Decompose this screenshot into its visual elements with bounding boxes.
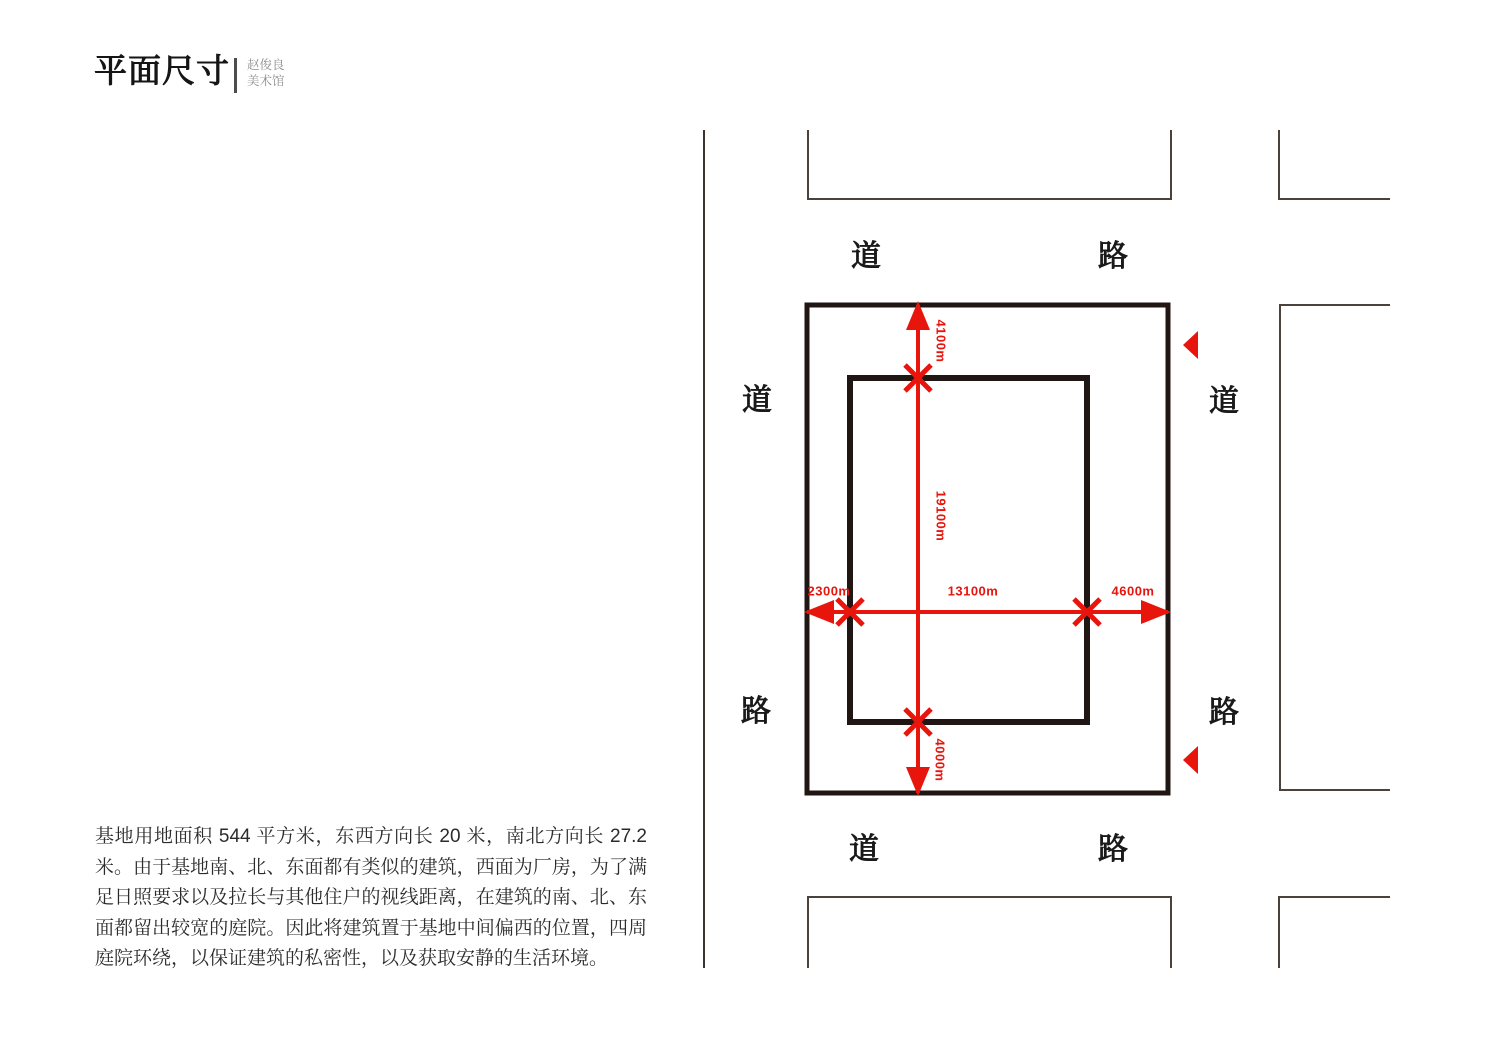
dim-label-west-setback: 2300m <box>807 583 851 599</box>
author-name: 赵俊良 <box>247 58 285 72</box>
dim-label-south-setback: 4000m <box>932 738 948 782</box>
road-label-bottom-lu: 路 <box>1098 833 1128 866</box>
project-name: 美术馆 <box>247 74 285 88</box>
road-label-west-lu: 路 <box>741 695 771 728</box>
page-title: 平面尺寸 <box>94 52 230 89</box>
road-label-top-lu: 路 <box>1098 240 1128 273</box>
neighbor-building-bottom-right <box>1279 897 1390 968</box>
neighbor-building-bottom-left <box>808 897 1171 968</box>
road-label-east-lu: 路 <box>1209 696 1239 729</box>
neighbor-building-top-left <box>808 130 1171 199</box>
neighbor-building-top-right <box>1279 130 1390 199</box>
dim-label-building-width: 13100m <box>947 583 999 599</box>
entrance-marker-bottom-icon <box>1183 746 1198 774</box>
road-label-east-dao: 道 <box>1209 385 1239 418</box>
dim-label-east-setback: 4600m <box>1111 583 1155 599</box>
road-label-bottom-dao: 道 <box>849 833 879 866</box>
neighbor-building-east <box>1280 305 1390 790</box>
road-label-top-dao: 道 <box>851 240 881 273</box>
road-label-west-dao: 道 <box>742 384 772 417</box>
site-description: 基地用地面积 544 平方米，东西方向长 20 米，南北方向长 27.2 米。由于基地南、北、东面都有类似的建筑，西面为厂房，为了满足日照要求以及拉长与其他住户的视线距离，在建筑的南、北、东面都留出较宽的庭院。因此将建筑置于基地中间偏西的位置，四周庭院环绕，以保证建筑的私密性，以及获取安静的生活环境。 <box>95 826 647 969</box>
building-footprint <box>850 378 1087 722</box>
entrance-marker-top-icon <box>1183 331 1198 359</box>
dim-label-building-depth: 19100m <box>933 490 949 542</box>
dim-label-north-setback: 4100m <box>933 319 949 363</box>
